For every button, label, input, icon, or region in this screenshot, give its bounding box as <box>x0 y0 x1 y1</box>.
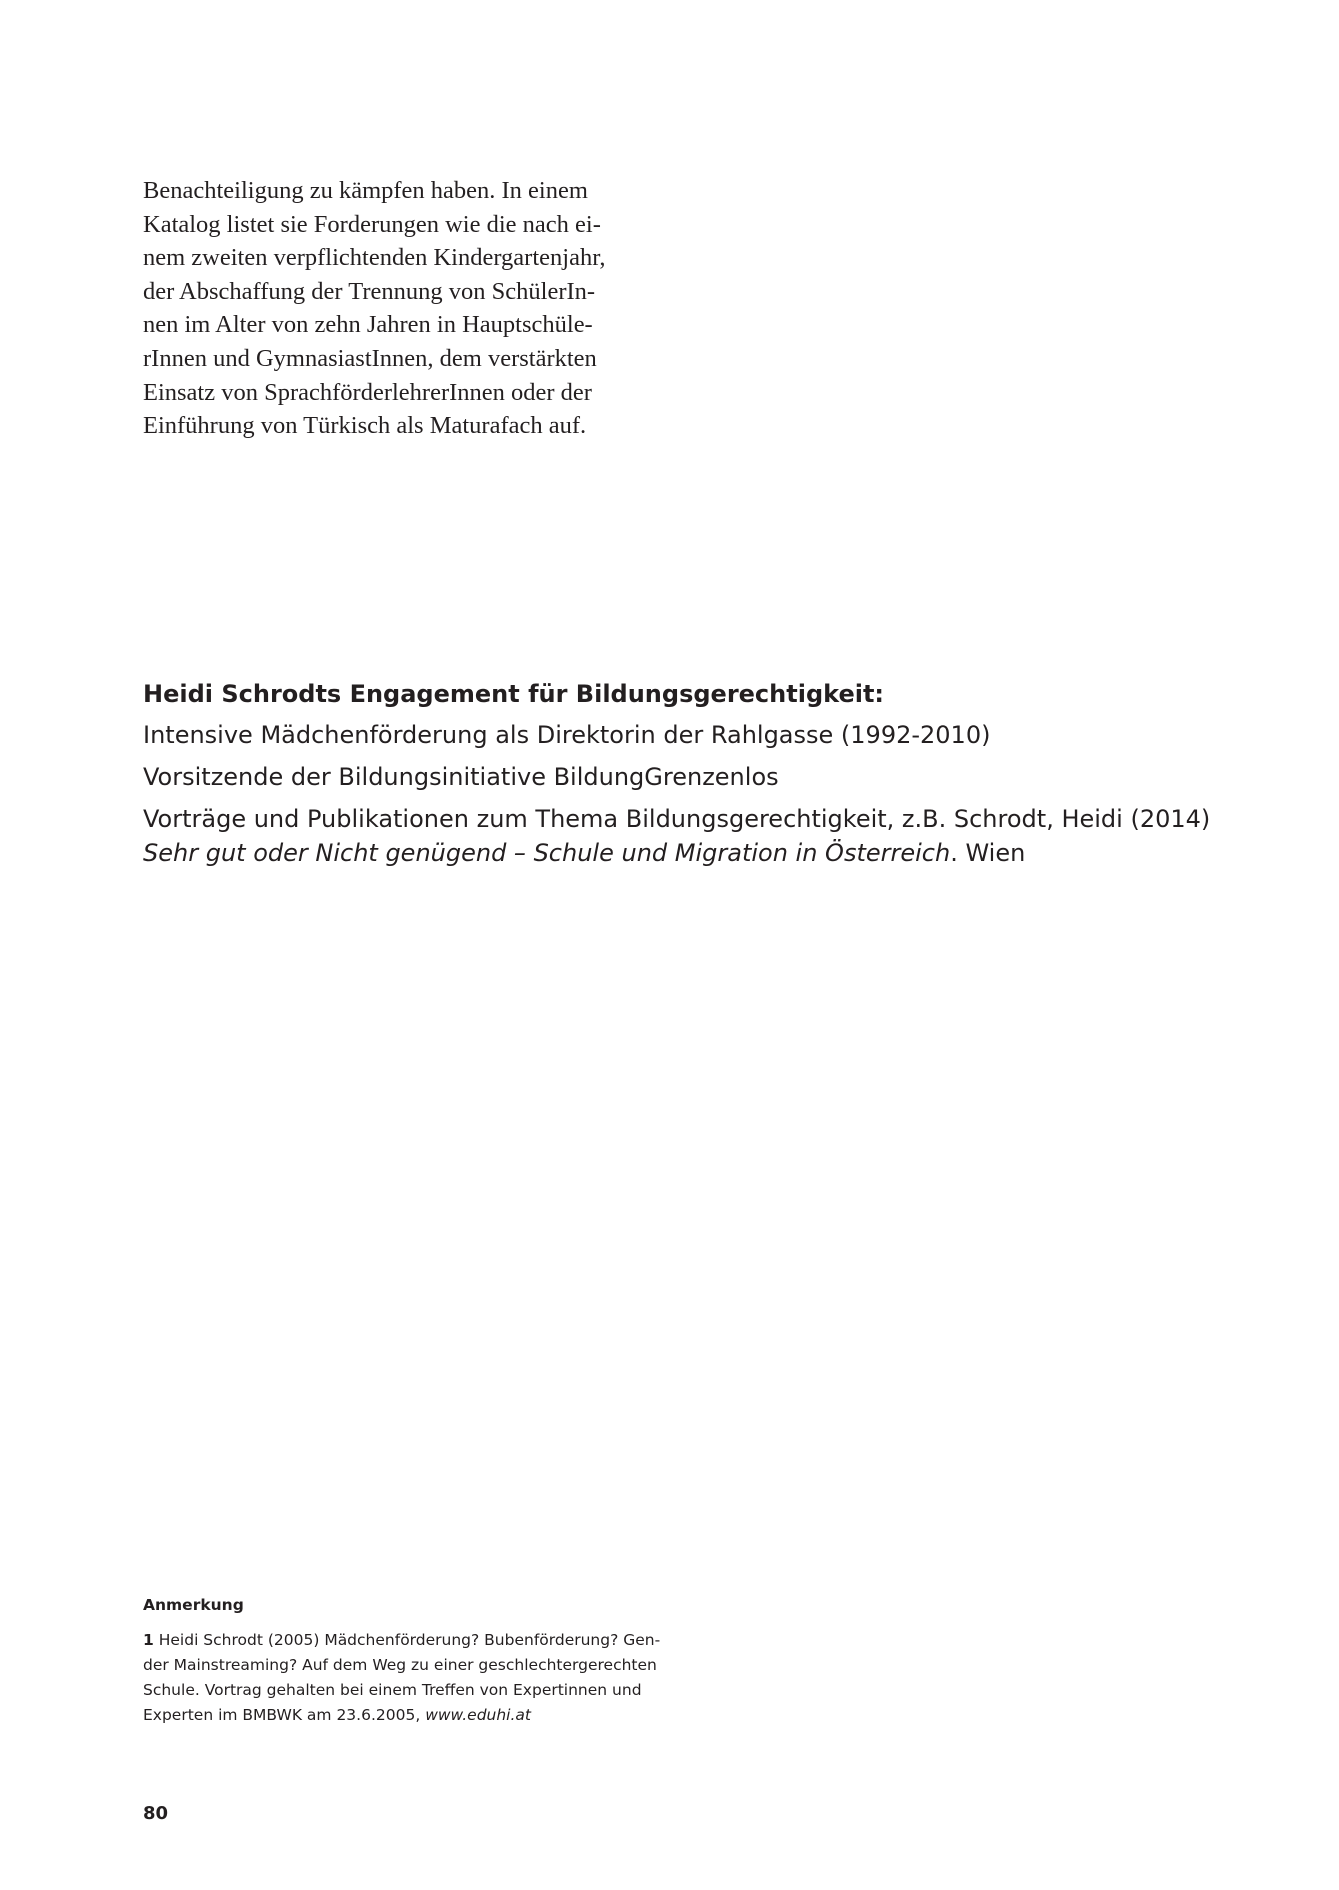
footnote-link: www.eduhi.at <box>425 1706 531 1724</box>
publication-line: Vorträge und Publikationen zum Thema Bildungsgerechtigkeit, z.B. Schrodt, Heidi (2014) <box>143 805 1211 833</box>
footnote-number: 1 <box>143 1631 154 1649</box>
body-line: Katalog listet sie Forderungen wie die nach ei- <box>143 210 601 238</box>
footnote-line <box>143 1703 663 1728</box>
body-line: der Abschaffung der Trennung von SchülerIn- <box>143 277 596 305</box>
publication-title: Sehr gut oder Nicht genügend – Schule und Migration in Österreich <box>143 839 951 867</box>
footnote-text: Heidi Schrodt (2005) Mädchenförderung? Bubenförderung? Gen- <box>158 1631 661 1649</box>
footnotes <box>143 1593 663 1728</box>
publication-line <box>143 836 1243 870</box>
footnote-item <box>143 1628 663 1728</box>
body-line: rInnen und GymnasiastInnen, dem verstärkten <box>143 344 597 372</box>
body-line: nem zweiten verpflichtenden Kindergartenjahr, <box>143 244 606 272</box>
body-line: nen im Alter von zehn Jahren in Hauptschüle- <box>143 311 593 339</box>
engagement-item: Vorsitzende der Bildungsinitiative BildungGrenzenlos <box>143 763 779 791</box>
footnote-text: Experten im BMBWK am 23.6.2005, <box>143 1706 426 1724</box>
footnotes-heading: Anmerkung <box>143 1596 244 1614</box>
page-number: 80 <box>143 1803 169 1824</box>
footnote-line <box>143 1628 663 1653</box>
publication-place: . Wien <box>950 839 1026 867</box>
engagement-item-publication <box>143 802 1243 870</box>
body-line: Einführung von Türkisch als Maturafach auf. <box>143 412 587 440</box>
footnote-line: der Mainstreaming? Auf dem Weg zu einer geschlechtergerechten <box>143 1656 657 1674</box>
engagement-heading: Heidi Schrodts Engagement für Bildungsgerechtigkeit: <box>143 680 885 708</box>
body-line: Benachteiligung zu kämpfen haben. In einem <box>143 177 588 204</box>
engagement-box <box>143 677 1243 878</box>
footnote-line: Schule. Vortrag gehalten bei einem Treffen von Expertinnen und <box>143 1681 642 1699</box>
body-paragraph <box>143 174 663 443</box>
body-line: Einsatz von SprachförderlehrerInnen oder der <box>143 378 592 406</box>
engagement-item: Intensive Mädchenförderung als Direktorin der Rahlgasse (1992-2010) <box>143 721 991 749</box>
